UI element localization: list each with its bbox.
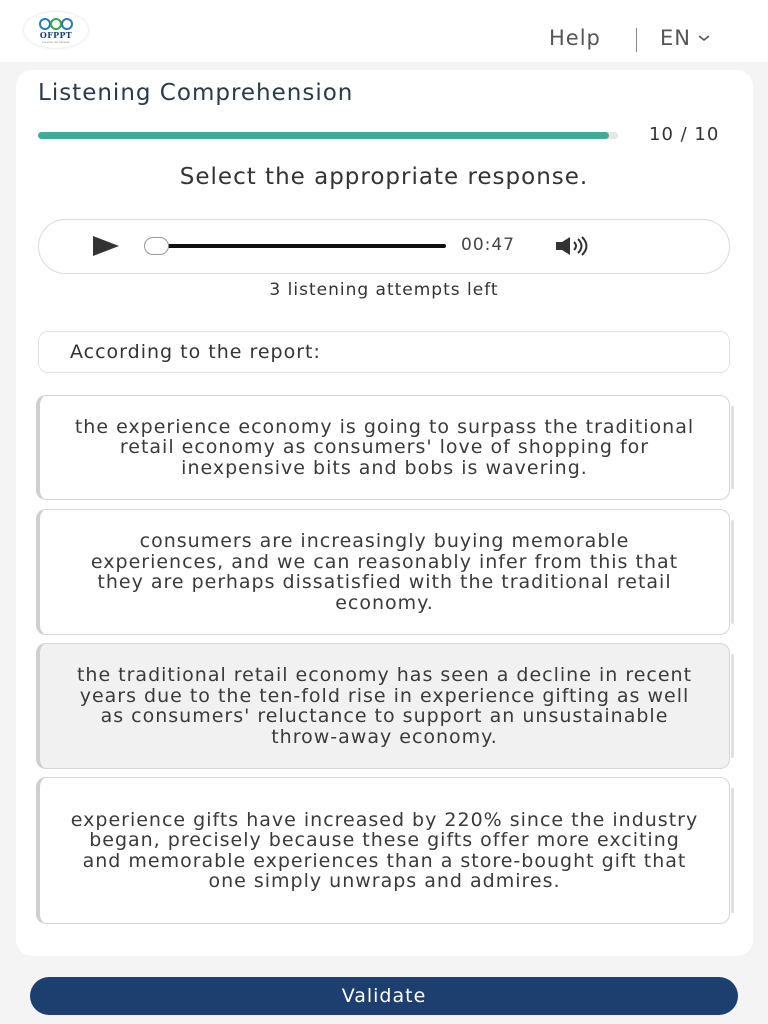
audio-time: 00:47 xyxy=(461,235,515,255)
audio-seek-bar[interactable] xyxy=(156,244,446,248)
progress-count: 10 / 10 xyxy=(649,124,720,145)
listening-attempts: 3 listening attempts left xyxy=(269,280,499,300)
answer-option-text: experience gifts have increased by 220% since the industry began, precisely because these gifts offer more exciting and memorable experiences than a store-bought gift that one simply unwraps and admires. xyxy=(70,808,699,892)
volume-icon xyxy=(555,236,591,256)
answer-option-text: consumers are increasingly buying memorable experiences, and we can reasonably infer from this that they are perhaps dissatisfied with the traditional retail economy. xyxy=(90,530,679,614)
question-instruction: Select the appropriate response. xyxy=(179,164,589,190)
header-divider xyxy=(636,28,637,52)
question-prompt: According to the report: xyxy=(70,341,321,363)
answer-option-text: the experience economy is going to surpass the traditional retail economy as consumers' love of shopping for inexpensive bits and bobs is wavering. xyxy=(74,415,695,479)
ofppt-logo xyxy=(24,12,88,48)
play-icon xyxy=(92,235,120,257)
progress-bar-fill xyxy=(38,132,609,139)
audio-seek-handle[interactable] xyxy=(144,237,169,255)
help-link[interactable]: Help xyxy=(549,26,601,50)
volume-button[interactable] xyxy=(555,236,591,260)
answer-option-text: the traditional retail economy has seen a decline in recent years due to the ten-fold rise in experience gifting as well as consumers' reluctance to support an unsustainable throw-away economy. xyxy=(76,664,693,748)
answer-option[interactable] xyxy=(36,777,730,924)
logo-subtext: La voie de l'avenir xyxy=(42,39,70,44)
answer-option[interactable] xyxy=(36,643,730,769)
validate-button[interactable] xyxy=(30,977,738,1015)
language-label: EN xyxy=(660,26,691,50)
page-title: Listening Comprehension xyxy=(38,80,354,106)
logo-mark-icon xyxy=(36,17,76,31)
language-selector[interactable] xyxy=(660,26,711,50)
answer-option[interactable] xyxy=(36,509,730,635)
chevron-down-icon xyxy=(697,33,711,43)
play-button[interactable] xyxy=(92,235,120,261)
progress-bar xyxy=(38,132,618,139)
answer-option[interactable] xyxy=(36,395,730,500)
logo-text: OFPPT xyxy=(39,29,73,40)
top-bar xyxy=(0,0,768,62)
validate-button-label: Validate xyxy=(341,985,427,1007)
